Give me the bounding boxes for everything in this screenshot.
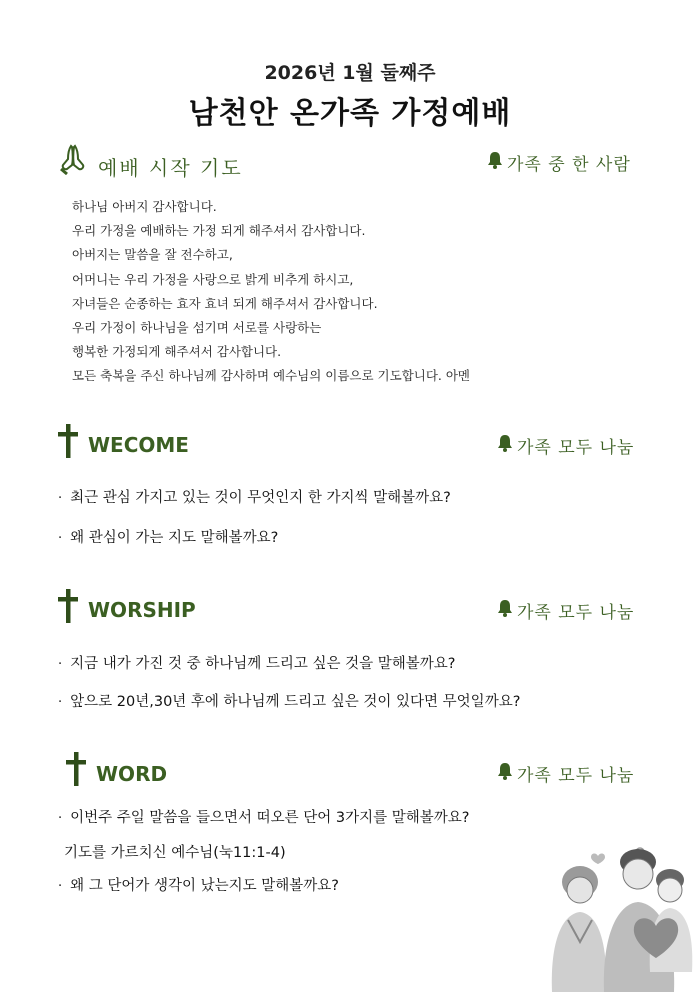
page-subtitle: 2026년 1월 둘째주 [264,62,436,84]
bell-icon [497,762,513,785]
list-item [58,526,278,547]
section-title-prayer: 예배 시작 기도 [98,156,243,180]
prayer-line: 행복한 가정되게 해주셔서 감사합니다. [72,344,282,360]
word-who-text: 가족 모두 나눔 [517,766,635,786]
list-item [58,486,451,507]
question-text: 최근 관심 가지고 있는 것이 무엇인지 한 가지씩 말해볼까요? [70,490,451,506]
worship-who-text: 가족 모두 나눔 [517,603,635,623]
prayer-line: 아버지는 말씀을 잘 전수하고, [72,247,233,263]
welcome-who-text: 가족 모두 나눔 [517,438,635,458]
bullet: · [58,811,63,826]
prayer-line: 우리 가정이 하나님을 섬기며 서로를 사랑하는 [72,320,322,336]
prayer-line: 자녀들은 순종하는 효자 효녀 되게 해주셔서 감사합니다. [72,295,378,311]
prayer-line: 하나님 아버지 감사합니다. [72,199,217,214]
bell-icon [487,151,503,174]
section-title-worship: WORSHIP [88,598,196,622]
bullet: · [58,879,63,894]
bell-icon [497,599,513,622]
question-text: 왜 그 단어가 생각이 났는지도 말해볼까요? [70,878,339,894]
question-text: 앞으로 20년,30년 후에 하나님께 드리고 싶은 것이 있다면 무엇일까요? [70,694,521,710]
question-text: 이번주 주일 말씀을 들으면서 떠오른 단어 3가지를 말해볼까요? [70,810,470,826]
worship-who-label [497,598,634,623]
section-title-welcome: WECOME [88,433,189,457]
list-item [58,874,339,895]
prayer-line: 우리 가정을 예배하는 가정 되게 해주셔서 감사합니다. [72,223,366,239]
word-who-label [497,761,634,786]
family-illustration [528,822,700,992]
bell-icon [497,434,513,457]
prayer-line: 모든 축복을 주신 하나님께 감사하며 예수님의 이름으로 기도합니다. 아멘 [72,368,471,384]
question-text: 지금 내가 가진 것 중 하나님께 드리고 싶은 것을 말해볼까요? [70,656,456,672]
question-text: 왜 관심이 가는 지도 말해볼까요? [70,530,279,546]
welcome-who-label [497,433,634,458]
bullet: · [58,695,63,710]
cross-icon [66,752,86,790]
scripture-reference: 기도를 가르치신 예수님(눅11:1-4) [64,845,286,861]
bullet: · [58,531,63,546]
bullet: · [58,657,63,672]
section-title-word: WORD [96,762,168,786]
cross-icon [58,589,78,627]
prayer-line: 어머니는 우리 가정을 사랑으로 밝게 비추게 하시고, [72,271,354,287]
prayer-text [72,195,470,389]
prayer-who-text: 가족 중 한 사람 [507,155,631,175]
list-item [58,652,456,673]
prayer-leader-label [487,150,631,175]
page-title: 남천안 온가족 가정예배 [188,96,512,131]
cross-icon [58,424,78,462]
list-item [58,806,470,827]
list-item [58,690,520,711]
bullet: · [58,491,63,506]
praying-hands-icon [58,143,88,175]
